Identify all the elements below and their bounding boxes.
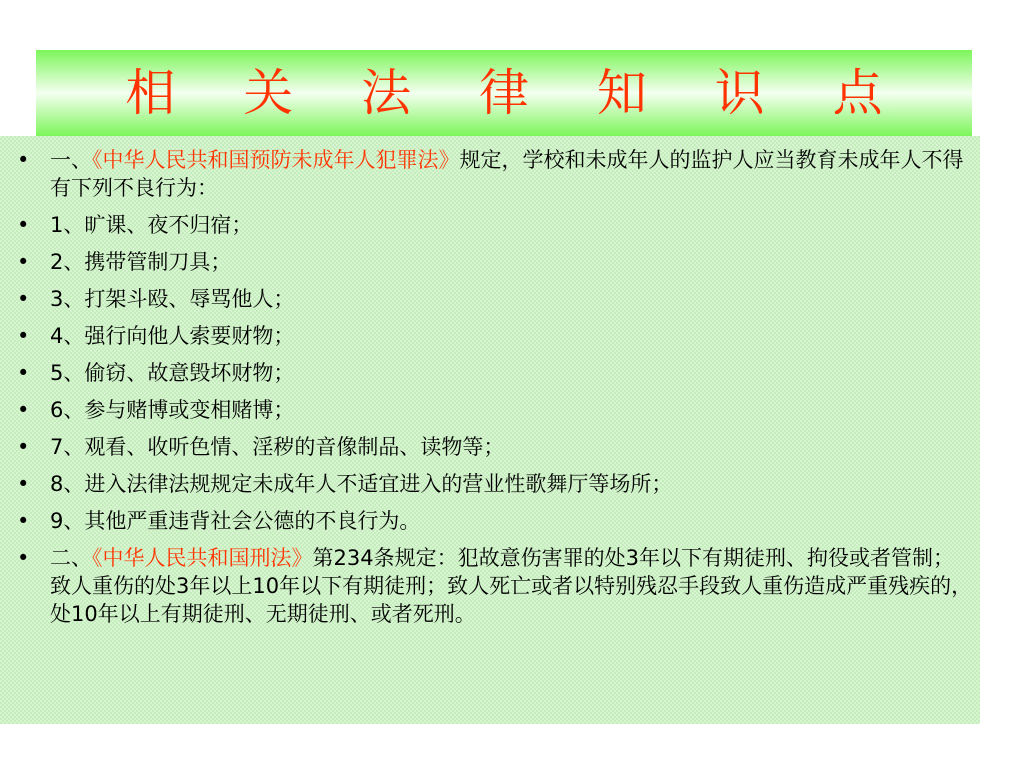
item-text: 第234条规定：犯故意伤害罪的处3年以下有期徒刑、拘役或者管制；致人重伤的处3年以上10年以下有期徒刑；致人死亡或者以特别残忍手段致人重伤造成严重残疾的，处10年以上有期徒刑、无期徒刑、或者死刑。 <box>50 546 973 626</box>
item-text: 8、进入法律法规规定未成年人不适宜进入的营业性歌舞厅等场所； <box>50 472 673 496</box>
bullet-item-2 <box>0 248 974 276</box>
item-text: 1、旷课、夜不归宿； <box>50 213 253 237</box>
title-banner <box>36 50 972 136</box>
bullet-item-7 <box>0 433 974 461</box>
item-text: 4、强行向他人索要财物； <box>50 324 295 348</box>
item-text: 规定，学校和未成年人的监护人应当教育未成年人不得有下列不良行为： <box>50 148 964 200</box>
item-prefix: 一、 <box>50 148 92 172</box>
bullet-dot-icon: • <box>17 509 30 533</box>
bullet-dot-icon: • <box>17 472 30 496</box>
bullet-item-9 <box>0 507 974 535</box>
bullet-item-criminal-law <box>0 544 974 628</box>
bullet-dot-icon: • <box>17 148 30 172</box>
content-area <box>0 136 980 724</box>
item-text: 5、偷窃、故意毁坏财物； <box>50 361 295 385</box>
item-text: 6、参与赌博或变相赌博； <box>50 398 295 422</box>
bullet-item-8 <box>0 470 974 498</box>
item-text: 9、其他严重违背社会公德的不良行为。 <box>50 509 421 533</box>
bullet-dot-icon: • <box>17 435 30 459</box>
item-text: 2、携带管制刀具； <box>50 250 232 274</box>
slide-title: 相 关 法 律 知 识 点 <box>125 64 909 122</box>
bullet-item-5 <box>0 359 974 387</box>
bullet-dot-icon: • <box>17 250 30 274</box>
bullet-dot-icon: • <box>17 324 30 348</box>
bullet-item-3 <box>0 285 974 313</box>
bullet-item-1 <box>0 211 974 239</box>
item-text: 7、观看、收听色情、淫秽的音像制品、读物等； <box>50 435 505 459</box>
bullet-dot-icon: • <box>17 398 30 422</box>
bullet-dot-icon: • <box>17 213 30 237</box>
bullet-dot-icon: • <box>17 361 30 385</box>
law-name: 《中华人民共和国刑法》 <box>92 546 313 570</box>
bullet-item-4 <box>0 322 974 350</box>
bullet-dot-icon: • <box>17 546 30 570</box>
bullet-dot-icon: • <box>17 287 30 311</box>
bullet-item-6 <box>0 396 974 424</box>
law-name: 《中华人民共和国预防未成年人犯罪法》 <box>92 148 460 172</box>
bullet-list <box>0 146 974 628</box>
item-prefix: 二、 <box>50 546 92 570</box>
item-text: 3、打架斗殴、辱骂他人； <box>50 287 295 311</box>
bullet-item-intro-juvenile-law <box>0 146 974 202</box>
